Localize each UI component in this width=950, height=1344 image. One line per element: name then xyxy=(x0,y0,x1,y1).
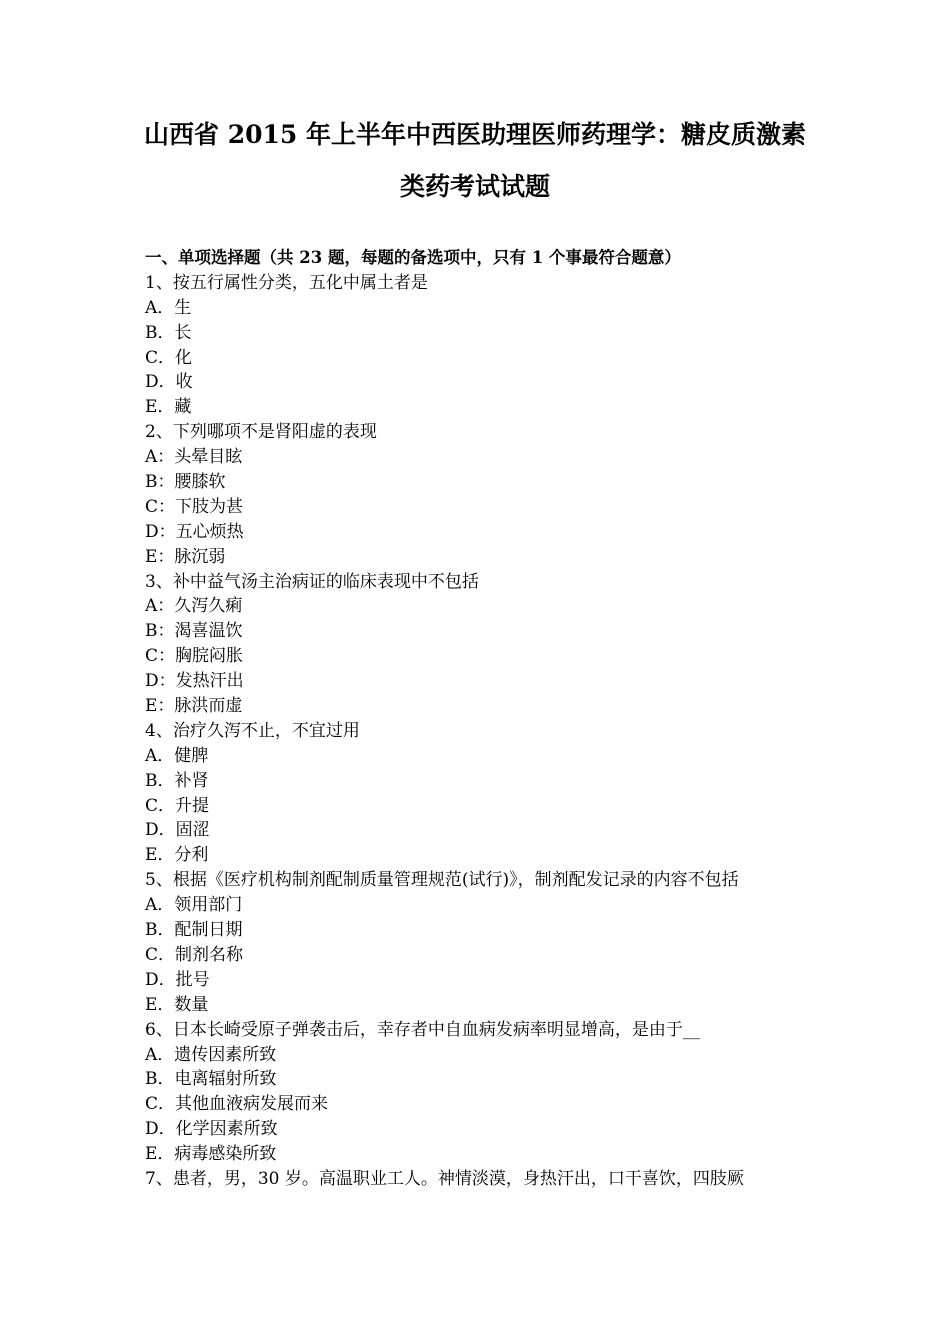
question-stem: 3、补中益气汤主治病证的临床表现中不包括 xyxy=(145,571,479,592)
question-stem: 6、日本长崎受原子弹袭击后，幸存者中自血病发病率明显增高，是由于__ xyxy=(145,1019,700,1040)
answer-option: D：发热汗出 xyxy=(145,671,244,692)
section-heading: 一、单项选择题（共 23 题，每题的备选项中，只有 1 个事最符合题意） xyxy=(145,248,681,267)
answer-option: E．分利 xyxy=(145,845,209,866)
answer-option: E：脉沉弱 xyxy=(145,546,226,567)
question-stem: 1、按五行属性分类，五化中属土者是 xyxy=(145,272,428,293)
answer-option: C．化 xyxy=(145,347,193,368)
answer-option: D．固涩 xyxy=(145,820,210,841)
answer-option: B．长 xyxy=(145,322,192,343)
answer-option: B：腰膝软 xyxy=(145,472,226,493)
answer-option: D．批号 xyxy=(145,969,210,990)
answer-option: A．健脾 xyxy=(145,745,209,766)
answer-option: B．电离辐射所致 xyxy=(145,1069,277,1090)
answer-option: E．藏 xyxy=(145,397,192,418)
answer-option: D．化学因素所致 xyxy=(145,1119,278,1140)
answer-option: A：久泻久痢 xyxy=(145,596,243,617)
answer-option: A：头晕目眩 xyxy=(145,447,243,468)
answer-option: C．其他血液病发展而来 xyxy=(145,1094,329,1115)
answer-option: E：脉洪而虚 xyxy=(145,696,243,717)
answer-option: B：渴喜温饮 xyxy=(145,621,243,642)
answer-option: C：胸脘闷胀 xyxy=(145,646,244,667)
answer-option: D．收 xyxy=(145,372,193,393)
question-stem: 4、治疗久泻不止，不宜过用 xyxy=(145,720,360,741)
answer-option: B．补肾 xyxy=(145,770,209,791)
answer-option: C．升提 xyxy=(145,795,210,816)
question-stem: 2、下列哪项不是肾阳虚的表现 xyxy=(145,422,377,443)
answer-option: A．生 xyxy=(145,297,192,318)
answer-option: A．遗传因素所致 xyxy=(145,1044,277,1065)
answer-option: C．制剂名称 xyxy=(145,944,244,965)
answer-option: C：下肢为甚 xyxy=(145,496,244,517)
answer-option: A．领用部门 xyxy=(145,895,243,916)
question-stem: 7、患者，男，30 岁。高温职业工人。神情淡漠，身热汗出，口干喜饮，四肢厥 xyxy=(145,1168,744,1189)
document-body xyxy=(145,246,825,1192)
answer-option: E．数量 xyxy=(145,994,209,1015)
answer-option: E．病毒感染所致 xyxy=(145,1144,277,1165)
document-title-line-1: 山西省 2015 年上半年中西医助理医师药理学：糖皮质激素 xyxy=(144,120,806,149)
answer-option: B．配制日期 xyxy=(145,920,243,941)
answer-option: D：五心烦热 xyxy=(145,521,244,542)
question-stem: 5、根据《医疗机构制剂配制质量管理规范(试行)》，制剂配发记录的内容不包括 xyxy=(145,870,739,891)
document-title-line-2: 类药考试试题 xyxy=(399,172,550,201)
